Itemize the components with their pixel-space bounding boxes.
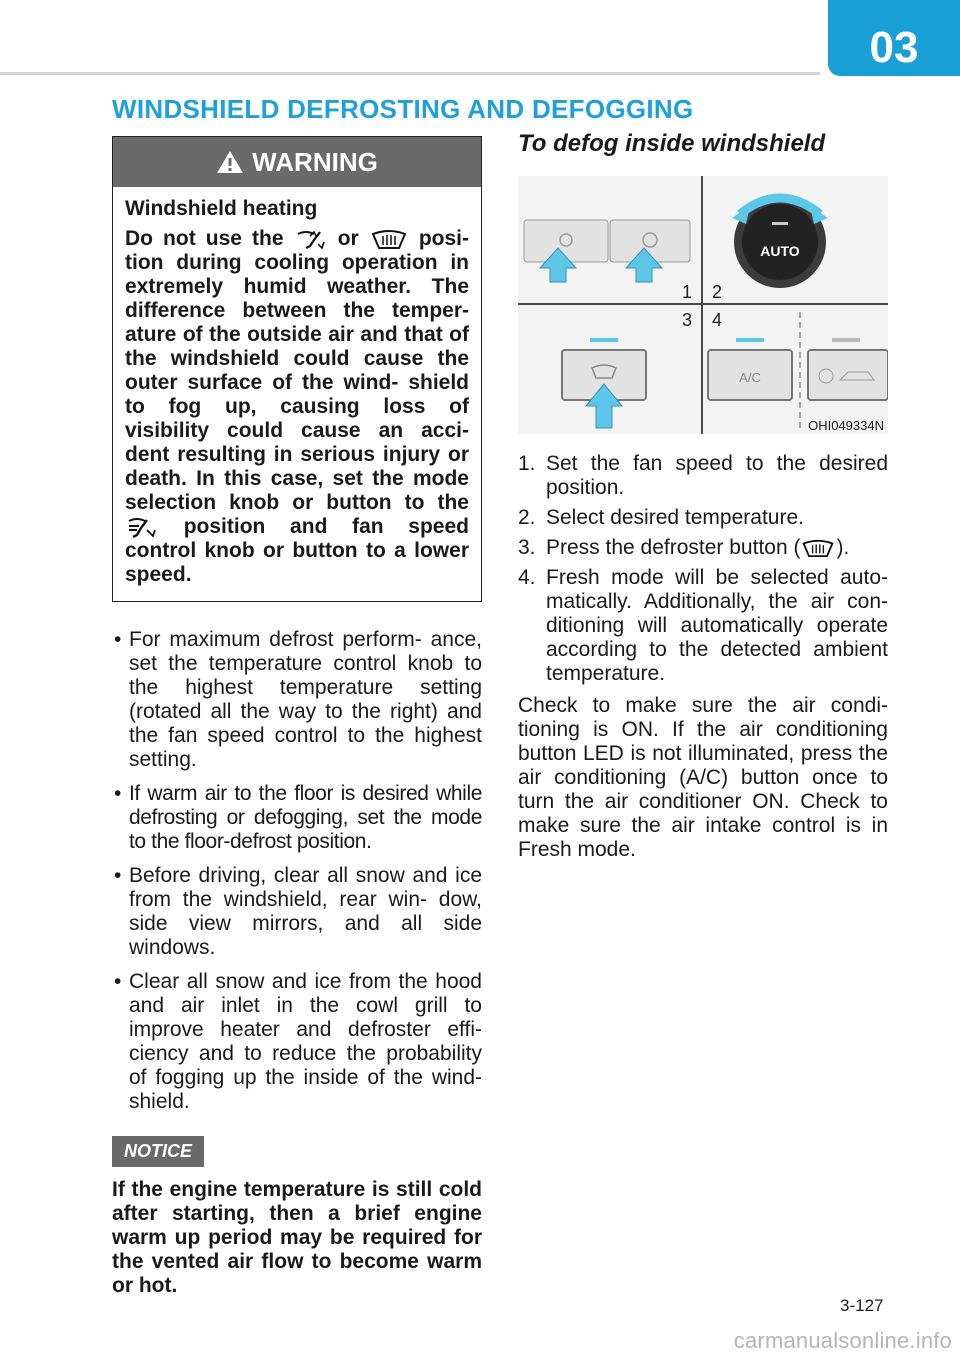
- notice-text: If the engine temperature is still cold after starting, then a brief engine warm up period may be required for the vented air flow to become warm or hot.: [112, 1178, 482, 1297]
- step-text: Select desired temperature.: [546, 506, 804, 529]
- callout-4: 4: [712, 310, 723, 330]
- chapter-tab: 03: [828, 0, 960, 76]
- list-item: • If warm air to the floor is desired while defrosting or defogging, set the mode to the floor-defrost position.: [112, 782, 482, 854]
- auto-knob-label: AUTO: [760, 243, 800, 259]
- step-text: Press the defroster button (: [546, 536, 801, 559]
- control-panel-figure: [518, 176, 888, 434]
- step-list: [518, 452, 888, 692]
- watermark: carmanualsonline.info: [733, 1328, 952, 1353]
- step-item: [518, 536, 888, 560]
- section-title: WINDSHIELD DEFROSTING AND DEFOGGING: [112, 94, 694, 124]
- step-item: [518, 506, 888, 530]
- warning-title: Windshield heating: [125, 197, 318, 220]
- warning-header: [113, 137, 481, 187]
- defrost-icon: [800, 537, 836, 559]
- control-panel-illustration: [518, 176, 888, 434]
- figure-code: OHI049334N: [808, 418, 884, 433]
- step-item: [518, 452, 888, 500]
- defog-subheading: To defog inside windshield: [518, 130, 826, 157]
- step-number: 1.: [518, 452, 536, 475]
- warning-text-part: or: [337, 227, 359, 250]
- step-number: 3.: [518, 536, 536, 559]
- step-number: 4.: [518, 566, 536, 589]
- list-item: • Clear all snow and ice from the hood and air inlet in the cowl grill to improve heater and defroster effi- ciency and to reduce the probability of fogging up the inside of the wind- shield.: [112, 970, 482, 1114]
- warning-text: [125, 227, 469, 587]
- warning-box: [112, 136, 482, 602]
- step-text: Fresh mode will be selected auto- matically. Additionally, the air con- ditioning will automatically operate according to the detected ambient temperature.: [546, 566, 888, 685]
- page-number: 3-127: [840, 1296, 884, 1315]
- floor-defrost-mode-icon: [125, 516, 159, 538]
- step-text: ).: [836, 536, 850, 559]
- windshield-floor-mode-icon: [294, 228, 328, 250]
- warning-text-part: position and fan speed control knob or button to a lower speed.: [125, 515, 469, 586]
- ac-button-label: A/C: [739, 370, 761, 385]
- list-item: • For maximum defrost perform- ance, set the temperature control knob to the highest temperature setting (rotated all the way to the right) and the fan speed control to the highest setting.: [112, 628, 482, 772]
- warning-text-part: Do not use the: [125, 227, 284, 250]
- step-item: [518, 566, 888, 686]
- callout-1: 1: [682, 282, 693, 302]
- step-number: 2.: [518, 506, 536, 529]
- callout-3: 3: [682, 310, 693, 330]
- list-item: • Before driving, clear all snow and ice from the windshield, rear win- dow, side view mirrors, and all side windows.: [112, 864, 482, 960]
- step-text: Set the fan speed to the desired position.: [546, 452, 888, 499]
- warning-triangle-icon: [216, 150, 244, 174]
- ac-check-paragraph: Check to make sure the air condi- tioning is ON. If the air conditioning button LED is not illuminated, press the air conditioning (A/C) button once to turn the air conditioner ON. Check to make sure the air intake control is in Fresh mode.: [518, 694, 888, 861]
- warning-text-part: posi- tion during cooling operation in extremely humid weather. The difference between the temper- ature of the outside air and that of the windshield could cause the outer surface of the wind- shield to fog up, causing loss of visibility could cause an acci- dent resulting in serious injury or death. In this case, set the mode selection knob or button to the: [125, 227, 470, 514]
- warning-label: WARNING: [252, 146, 378, 177]
- defrost-icon: [369, 228, 409, 250]
- notice-badge: NOTICE: [112, 1136, 204, 1167]
- warning-body: [113, 187, 481, 587]
- header-rule: [0, 72, 820, 75]
- callout-2: 2: [712, 282, 723, 302]
- bullet-list: [112, 628, 482, 1124]
